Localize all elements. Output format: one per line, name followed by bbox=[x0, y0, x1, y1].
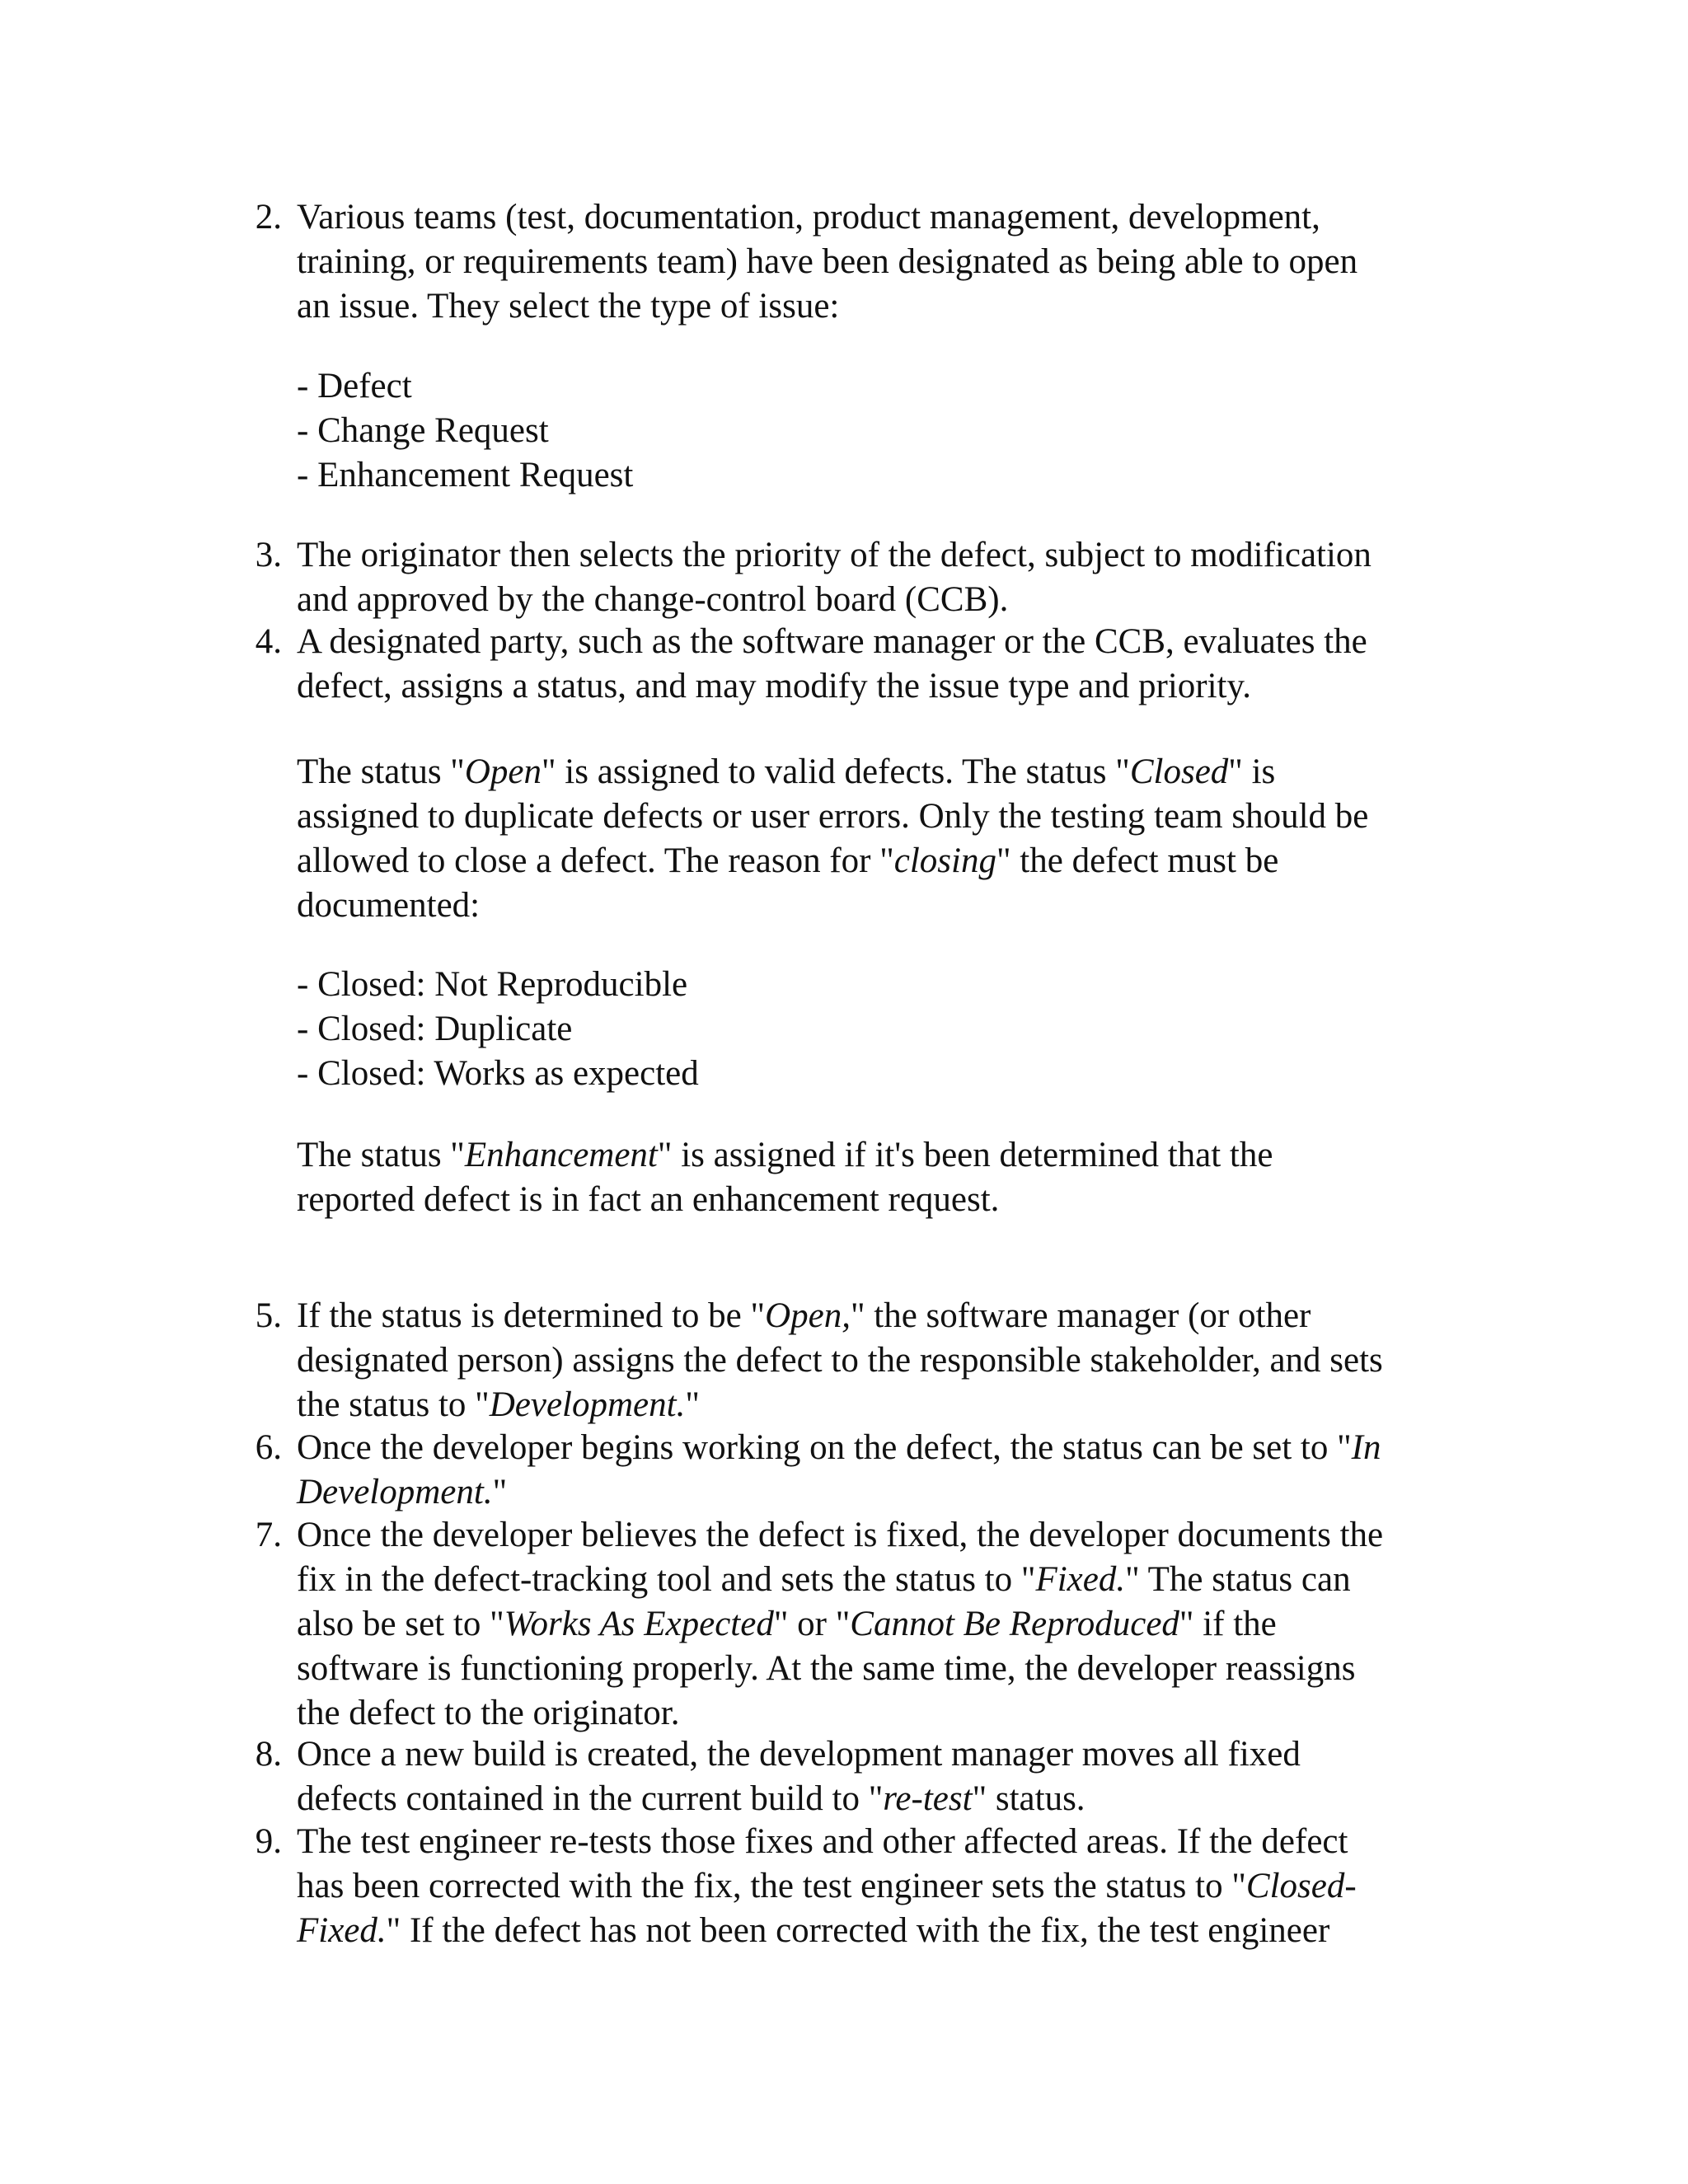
closed-reason-item: - Closed: Not Reproducible bbox=[297, 965, 688, 1004]
text-line: Once the developer believes the defect is fixed, the developer documents the bbox=[297, 1516, 1384, 1554]
text-line: and approved by the change-control board (CCB). bbox=[297, 580, 1009, 619]
issue-type-item: - Enhancement Request bbox=[297, 456, 634, 494]
enhancement-paragraph bbox=[297, 1133, 1533, 1222]
text-line: training, or requirements team) have been designated as being able to open bbox=[297, 242, 1358, 281]
text-line: The test engineer re-tests those fixes and other affected areas. If the defect bbox=[297, 1822, 1348, 1861]
text-line: Fixed." If the defect has not been corrected with the fix, the test engineer bbox=[297, 1911, 1330, 1950]
list-item-text bbox=[297, 1732, 1533, 1821]
text-line: also be set to "Works As Expected" or "Cannot Be Reproduced" if the bbox=[297, 1605, 1277, 1643]
text-line: the defect to the originator. bbox=[297, 1694, 680, 1732]
text-line: Development." bbox=[297, 1473, 508, 1511]
issue-type-list bbox=[297, 364, 1533, 498]
text-line: documented: bbox=[297, 886, 481, 925]
list-number: 2. bbox=[255, 198, 282, 237]
list-number: 4. bbox=[255, 622, 282, 661]
issue-type-item: - Defect bbox=[297, 367, 412, 405]
text-line: A designated party, such as the software manager or the CCB, evaluates the bbox=[297, 622, 1367, 661]
list-item-text bbox=[297, 1513, 1533, 1736]
closed-reason-item: - Closed: Duplicate bbox=[297, 1010, 573, 1048]
text-line: allowed to close a defect. The reason for "closing" the defect must be bbox=[297, 841, 1279, 880]
list-item-text bbox=[297, 533, 1533, 622]
issue-type-item: - Change Request bbox=[297, 411, 549, 450]
text-line: the status to "Development." bbox=[297, 1385, 700, 1424]
list-item-text bbox=[297, 620, 1533, 709]
text-line: software is functioning properly. At the same time, the developer reassigns bbox=[297, 1649, 1356, 1688]
text-line: has been corrected with the fix, the test engineer sets the status to "Closed- bbox=[297, 1867, 1357, 1905]
text-line: If the status is determined to be "Open," the software manager (or other bbox=[297, 1296, 1311, 1335]
text-line: assigned to duplicate defects or user errors. Only the testing team should be bbox=[297, 797, 1369, 836]
text-line: Various teams (test, documentation, product management, development, bbox=[297, 198, 1320, 237]
list-number: 7. bbox=[255, 1516, 282, 1554]
text-line: an issue. They select the type of issue: bbox=[297, 287, 840, 326]
list-number: 8. bbox=[255, 1735, 282, 1774]
text-line: defects contained in the current build to "re-test" status. bbox=[297, 1779, 1085, 1818]
text-line: designated person) assigns the defect to the responsible stakeholder, and sets bbox=[297, 1341, 1383, 1380]
text-line: Once a new build is created, the development manager moves all fixed bbox=[297, 1735, 1301, 1774]
list-number: 5. bbox=[255, 1296, 282, 1335]
list-item-text bbox=[297, 195, 1533, 329]
closed-reason-item: - Closed: Works as expected bbox=[297, 1054, 699, 1093]
list-item-text bbox=[297, 1820, 1533, 1953]
status-paragraph bbox=[297, 750, 1533, 928]
text-line: The status "Open" is assigned to valid defects. The status "Closed" is bbox=[297, 752, 1276, 791]
closed-reason-list bbox=[297, 963, 1533, 1096]
list-number: 3. bbox=[255, 536, 282, 574]
text-line: reported defect is in fact an enhancement request. bbox=[297, 1180, 1000, 1219]
text-line: defect, assigns a status, and may modify the issue type and priority. bbox=[297, 667, 1251, 705]
text-line: Once the developer begins working on the defect, the status can be set to "In bbox=[297, 1428, 1381, 1467]
list-item-text bbox=[297, 1294, 1533, 1427]
list-number: 9. bbox=[255, 1822, 282, 1861]
list-number: 6. bbox=[255, 1428, 282, 1467]
text-line: fix in the defect-tracking tool and sets the status to "Fixed." The status can bbox=[297, 1560, 1351, 1599]
list-item-text bbox=[297, 1426, 1533, 1515]
text-line: The status "Enhancement" is assigned if it's been determined that the bbox=[297, 1136, 1273, 1174]
text-line: The originator then selects the priority of the defect, subject to modification bbox=[297, 536, 1372, 574]
